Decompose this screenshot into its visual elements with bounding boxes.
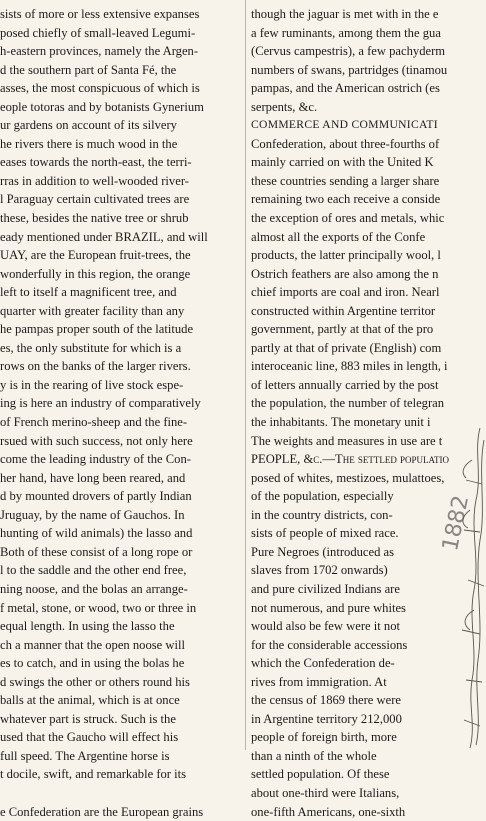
right-column-text-line: the census of 1869 there were bbox=[251, 693, 402, 708]
left-column-text-line: l Paraguay certain cultivated trees are bbox=[0, 192, 190, 207]
left-column-text-line: rows on the banks of the larger rivers. bbox=[0, 359, 191, 374]
left-column-text-line: these, besides the native tree or shrub bbox=[0, 211, 189, 226]
right-column-text-line: Ostrich feathers are also among the n bbox=[251, 266, 439, 281]
right-column-text-line: which the Confederation de- bbox=[251, 656, 395, 671]
left-column-text-line: t docile, swift, and remarkable for its bbox=[0, 767, 187, 782]
left-column-text-line: eople totoras and by botanists Gynerium bbox=[0, 99, 204, 114]
left-column-text-line bbox=[0, 784, 242, 803]
left-column-text-line: ch a manner that the open noose will bbox=[0, 637, 186, 652]
left-column-text-line: full speed. The Argentine horse is bbox=[0, 748, 170, 763]
left-column-text-line: eases towards the north-east, the terri- bbox=[0, 155, 192, 170]
left-column-text-line: equal length. In using the lasso the bbox=[0, 619, 175, 634]
left-column-text-line: whatever part is struck. Such is the bbox=[0, 711, 176, 726]
right-column-text-line: sists of people of mixed race. bbox=[251, 526, 399, 541]
left-column-text-line: es to catch, and in using the bolas he bbox=[0, 656, 185, 671]
left-column-text-line: posed chiefly of small-leaved Legumi- bbox=[0, 25, 196, 40]
right-column-text-line: partly at that of private (English) com bbox=[251, 340, 442, 355]
right-column-text-line: rives from immigration. At bbox=[251, 674, 387, 689]
left-column-text-line: come the leading industry of the Con- bbox=[0, 452, 191, 467]
right-column-text-line: these countries sending a larger share bbox=[251, 173, 440, 188]
left-column-text-line: sists of more or less extensive expanses bbox=[0, 7, 200, 21]
right-column-text-line: The weights and measures in use are t bbox=[251, 433, 443, 448]
left-column-text-line: rsued with such success, not only here bbox=[0, 433, 193, 448]
right-column-text-line: (Cervus campestris), a few pachyderm bbox=[251, 44, 446, 59]
right-column-text-line: for the considerable accessions bbox=[251, 637, 408, 652]
right-column-text-line: numbers of swans, partridges (tinamou bbox=[251, 62, 448, 77]
right-column-text-line: the inhabitants. The monetary unit i bbox=[251, 415, 431, 430]
right-column-text-line: of the population, especially bbox=[251, 489, 394, 504]
right-column-text-line: than a ninth of the whole bbox=[251, 748, 377, 763]
right-column-text-line: pampas, and the American ostrich (es bbox=[251, 81, 440, 96]
right-column-text-line: settled population. Of these bbox=[251, 767, 390, 782]
right-column-text-line: would also be few were it not bbox=[251, 619, 400, 634]
left-column-text-line: d swings the other or others round his bbox=[0, 674, 190, 689]
right-column-text-line: one-fifth Americans, one-sixth bbox=[251, 804, 406, 819]
right-column-text-line: a few ruminants, among them the gua bbox=[251, 25, 441, 40]
left-column-text-line: quarter with greater facility than any bbox=[0, 303, 185, 318]
left-column-text-line: l to the saddle and the other end free, bbox=[0, 563, 187, 578]
right-column-text-line: constructed within Argentine territor bbox=[251, 303, 436, 318]
left-column-text-line: he pampas proper south of the latitude bbox=[0, 322, 194, 337]
left-column-text-line: ur gardens on account of its silvery bbox=[0, 118, 177, 133]
right-column-text-line: about one-third were Italians, bbox=[251, 785, 400, 800]
left-column-text-line: rras in addition to well-wooded river- bbox=[0, 173, 189, 188]
left-column-text-line: d by mounted drovers of partly Indian bbox=[0, 489, 192, 504]
left-column-text-line: ning noose, and the bolas an arrange- bbox=[0, 581, 188, 596]
right-column-text-line: COMMERCE AND COMMUNICATI bbox=[251, 118, 438, 132]
right-column-text-line: government, partly at that of the pro bbox=[251, 322, 434, 337]
right-column-text-line: serpents, &c. bbox=[251, 99, 318, 114]
right-column-text-line: though the jaguar is met with in the e bbox=[251, 7, 439, 21]
left-column-text-line: her hand, have long been reared, and bbox=[0, 470, 186, 485]
left-column-text-line: d the southern part of Santa Fé, the bbox=[0, 62, 177, 77]
right-column-text-line: and pure civilized Indians are bbox=[251, 581, 400, 596]
right-column-text-line: posed of whites, mestizoes, mulattoes, bbox=[251, 470, 445, 485]
left-column-text-line: of French merino-sheep and the fine- bbox=[0, 415, 188, 430]
right-column-text-line: the exception of ores and metals, whic bbox=[251, 211, 445, 226]
right-column-text-line: remaining two each receive a conside bbox=[251, 192, 441, 207]
right-column-text-line: in the country districts, con- bbox=[251, 507, 393, 522]
right-column-text-line: Pure Negroes (introduced as bbox=[251, 544, 395, 559]
left-column-text-line: es, the only substitute for which is a bbox=[0, 340, 182, 355]
left-column-text-line: wonderfully in this region, the orange bbox=[0, 266, 191, 281]
right-column-text-line: products, the latter principally wool, l bbox=[251, 248, 441, 263]
left-column-text-line: f metal, stone, or wood, two or three in bbox=[0, 600, 197, 615]
left-column-text-line: ing is here an industry of comparatively bbox=[0, 396, 201, 411]
right-column-text-line: PEOPLE, &c.—The settled populatio bbox=[251, 452, 450, 467]
left-column-text-line: e Confederation are the European grains bbox=[0, 804, 204, 819]
right-column-text-line: Confederation, about three-fourths of bbox=[251, 136, 440, 151]
left-column-text-line: left to itself a magnificent tree, and bbox=[0, 285, 177, 300]
right-column-text-line: in Argentine territory 212,000 bbox=[251, 711, 402, 726]
left-column-text-line: UAY, are the European fruit-trees, the bbox=[0, 248, 191, 263]
right-column-text-line: of letters annually carried by the post bbox=[251, 377, 439, 392]
left-column-text-line: he rivers there is much wood in the bbox=[0, 136, 178, 151]
right-column-text-line: not numerous, and pure whites bbox=[251, 600, 406, 615]
right-column-text-line: almost all the exports of the Confe bbox=[251, 229, 426, 244]
right-column-text-line: the population, the number of telegran bbox=[251, 396, 445, 411]
left-column-text-line: eady mentioned under BRAZIL, and will bbox=[0, 229, 208, 244]
right-column-text-line: people of foreign birth, more bbox=[251, 730, 397, 745]
left-column-text-line: balls at the animal, which is at once bbox=[0, 693, 180, 708]
left-column-text-line: y is in the rearing of live stock espe- bbox=[0, 377, 184, 392]
column-divider bbox=[245, 0, 246, 750]
left-column-text-line: hunting of wild animals) the lasso and bbox=[0, 526, 193, 541]
left-column bbox=[0, 5, 242, 821]
right-column-text-line: slaves from 1702 onwards) bbox=[251, 563, 388, 578]
right-column-text-line: interoceanic line, 883 miles in length, i bbox=[251, 359, 448, 374]
handwritten-margin-note: 1882 bbox=[438, 493, 475, 554]
right-column-text-line: mainly carried on with the United K bbox=[251, 155, 434, 170]
left-column-text-line: Jruguay, by the name of Gauchos. In bbox=[0, 507, 185, 522]
left-column-text-line: asses, the most conspicuous of which is bbox=[0, 81, 200, 96]
left-column-text-line: Both of these consist of a long rope or bbox=[0, 544, 193, 559]
right-column-text-line: chief imports are coal and iron. Nearl bbox=[251, 285, 440, 300]
left-column-text-line: h-eastern provinces, namely the Argen- bbox=[0, 44, 199, 59]
left-column-text-line: used that the Gaucho will effect his bbox=[0, 730, 179, 745]
margin-sketch-illustration bbox=[446, 420, 486, 750]
